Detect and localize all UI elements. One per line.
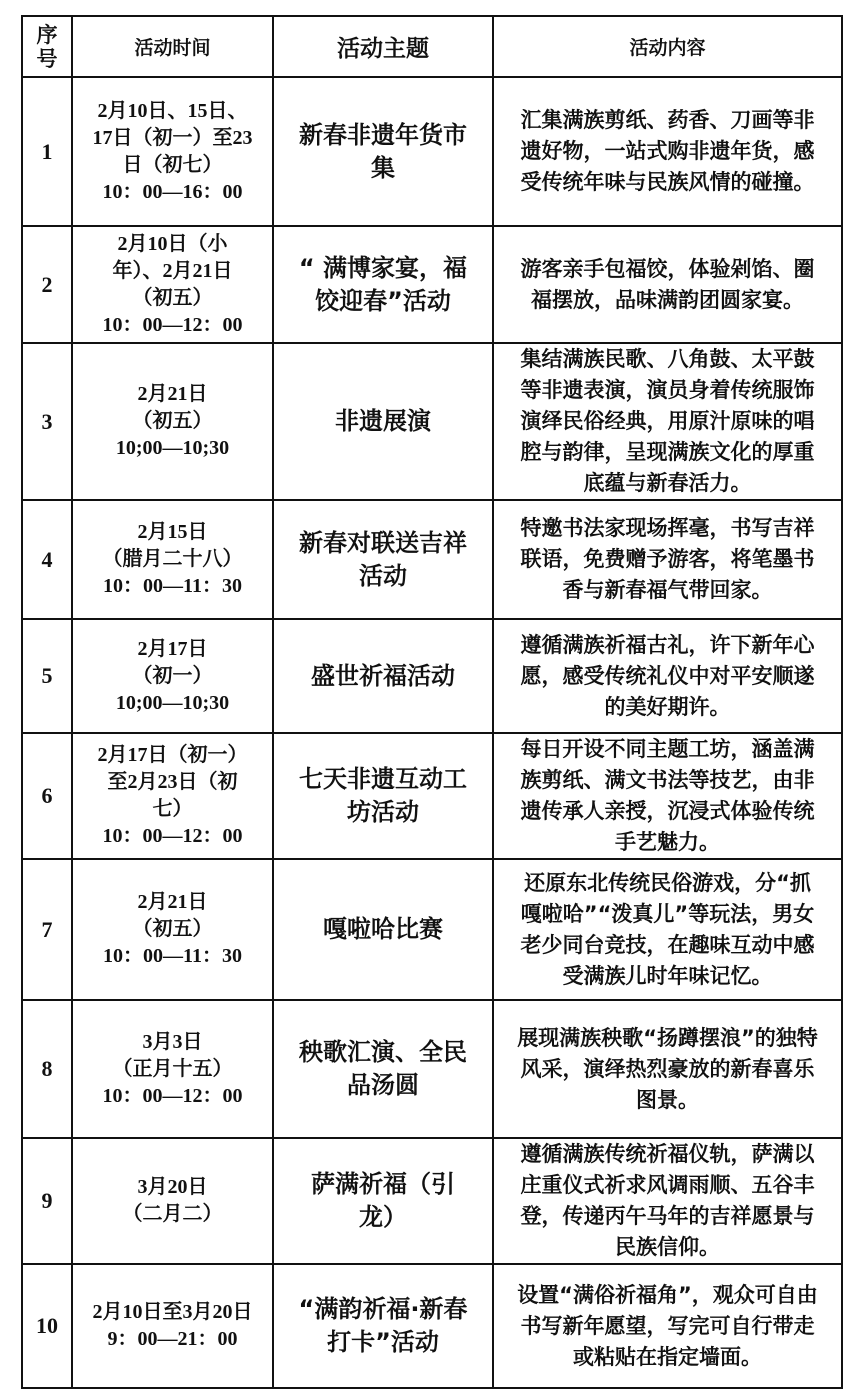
activity-time-line: 日（初七） — [122, 153, 223, 176]
activity-content-line: 遗好物，一站式购非遗年货，感 — [520, 139, 815, 163]
activity-content-line: 图景。 — [636, 1087, 699, 1112]
header-content: 活动内容 — [493, 16, 842, 77]
activity-time — [72, 733, 273, 859]
activity-content — [493, 619, 842, 733]
activity-content-line: 的美好期许。 — [604, 694, 731, 719]
activity-content-line: 受传统年味与民族风情的碰撞。 — [520, 170, 815, 194]
activity-content-line: 等非遗表演，演员身着传统服饰 — [520, 378, 815, 402]
header-theme: 活动主题 — [273, 16, 493, 77]
activity-theme-line: “ 满博家宴，福 — [298, 253, 468, 282]
activity-content — [493, 1000, 842, 1138]
activity-content-line: 腔与韵律，呈现满族文化的厚重 — [520, 440, 815, 464]
activity-content — [493, 77, 842, 226]
activity-schedule-table — [21, 15, 843, 1389]
activity-theme — [273, 1264, 493, 1388]
activity-content-line: 联语，免费赠予游客，将笔墨书 — [520, 547, 815, 571]
row-index: 10 — [22, 1264, 72, 1388]
activity-theme-line: 秧歌汇演、全民 — [299, 1038, 467, 1066]
table-row — [22, 1000, 842, 1138]
table-row — [22, 500, 842, 619]
activity-theme-line: 七天非遗互动工 — [299, 765, 467, 793]
activity-time — [72, 343, 273, 500]
activity-theme — [273, 343, 493, 500]
activity-time-line: 10：00—11：30 — [103, 575, 242, 597]
activity-time-line: （初一） — [132, 664, 213, 687]
activity-content-line: 或粘贴在指定墙面。 — [573, 1344, 762, 1369]
activity-content-line: 遵循满族传统祈福仪轨，萨满以 — [520, 1142, 815, 1166]
row-index: 1 — [22, 77, 72, 226]
activity-content-line: 受满族儿时年味记忆。 — [562, 963, 773, 988]
activity-time-line: 2月17日 — [137, 637, 208, 660]
activity-theme-line: “满韵祈福·新春 — [298, 1295, 468, 1323]
activity-time-line: 10：00—12：00 — [102, 313, 243, 336]
activity-time-line: （二月二） — [122, 1203, 223, 1225]
activity-content-line: 登，传递丙午马年的吉祥愿景与 — [520, 1204, 815, 1228]
activity-content-line: 风采，演绎热烈豪放的新春喜乐 — [520, 1056, 815, 1081]
activity-time-line: 10;00—10;30 — [115, 437, 230, 459]
activity-time — [72, 226, 273, 343]
activity-time-line: 17日（初一）至23 — [92, 126, 253, 149]
activity-theme-line: 龙） — [359, 1203, 407, 1231]
activity-time-line: 3月20日 — [137, 1176, 208, 1198]
activity-time-line: 10;00—10;30 — [115, 691, 230, 714]
activity-content-line: 特邀书法家现场挥毫，书写吉祥 — [520, 516, 815, 540]
activity-content — [493, 226, 842, 343]
row-index: 8 — [22, 1000, 72, 1138]
activity-content-line: 遵循满族祈福古礼，许下新年心 — [520, 632, 815, 657]
table-row — [22, 619, 842, 733]
activity-content — [493, 1138, 842, 1264]
table-header-row — [22, 16, 842, 77]
activity-content-line: 每日开设不同主题工坊，涵盖满 — [520, 737, 815, 761]
activity-theme — [273, 1000, 493, 1138]
activity-time-line: 10：00—11：30 — [103, 945, 242, 967]
activity-time-line: 2月10日（小 — [117, 232, 228, 255]
row-index: 3 — [22, 343, 72, 500]
activity-content-line: 书写新年愿望，写完可自行带走 — [520, 1313, 815, 1338]
table-row — [22, 1264, 842, 1388]
activity-time-line: （初五） — [132, 286, 213, 309]
row-index: 6 — [22, 733, 72, 859]
activity-theme-line: 盛世祈福活动 — [311, 661, 455, 690]
header-index: 序 号 — [22, 16, 72, 77]
activity-content-line: 设置“满俗祈福角”，观众可自由 — [517, 1282, 818, 1307]
activity-theme-line: 新春对联送吉祥 — [299, 528, 467, 557]
activity-time-line: 2月17日（初一） — [97, 744, 248, 766]
activity-theme-line: 品汤圆 — [347, 1071, 419, 1099]
table-row — [22, 733, 842, 859]
table-body — [22, 77, 842, 1388]
activity-content-line: 底蕴与新春活力。 — [583, 471, 752, 495]
table-row — [22, 859, 842, 1000]
activity-theme-line: 萨满祈福（引 — [311, 1170, 455, 1198]
table-row — [22, 1138, 842, 1264]
activity-content-line: 还原东北传统民俗游戏，分“抓 — [524, 870, 811, 895]
activity-theme-line: 活动 — [359, 561, 407, 590]
header-time: 活动时间 — [72, 16, 273, 77]
activity-content-line: 汇集满族剪纸、药香、刀画等非 — [520, 108, 815, 132]
activity-content — [493, 343, 842, 500]
activity-time-line: 2月21日 — [137, 383, 208, 405]
row-index: 5 — [22, 619, 72, 733]
activity-content — [493, 733, 842, 859]
activity-time-line: 10：00—16：00 — [102, 180, 243, 203]
activity-theme-line: 饺迎春”活动 — [315, 286, 451, 315]
activity-time-line: 2月10日至3月20日 — [92, 1301, 253, 1323]
activity-time — [72, 77, 273, 226]
activity-time-line: 年）、2月21日 — [112, 259, 233, 282]
activity-content-line: 香与新春福气带回家。 — [562, 578, 773, 602]
activity-theme — [273, 733, 493, 859]
activity-content-line: 族剪纸、满文书法等技艺，由非 — [520, 768, 815, 792]
activity-time-line: （腊月二十八） — [102, 548, 243, 570]
activity-time — [72, 619, 273, 733]
activity-time — [72, 1000, 273, 1138]
activity-time-line: 七） — [152, 798, 193, 820]
activity-content-line: 福摆放，品味满韵团圆家宴。 — [531, 287, 804, 312]
activity-theme-line: 嘎啦哈比赛 — [323, 915, 443, 943]
activity-theme-line: 打卡”活动 — [327, 1328, 439, 1356]
activity-content-line: 手艺魅力。 — [615, 830, 720, 854]
activity-content — [493, 1264, 842, 1388]
activity-theme — [273, 226, 493, 343]
activity-theme-line: 非遗展演 — [335, 407, 431, 435]
activity-time-line: 3月3日 — [142, 1030, 203, 1053]
activity-time — [72, 1264, 273, 1388]
activity-content-line: 遗传承人亲授，沉浸式体验传统 — [520, 799, 815, 823]
activity-theme — [273, 619, 493, 733]
table-row — [22, 226, 842, 343]
row-index: 2 — [22, 226, 72, 343]
row-index: 4 — [22, 500, 72, 619]
row-index: 7 — [22, 859, 72, 1000]
activity-content-line: 老少同台竞技，在趣味互动中感 — [520, 932, 815, 957]
activity-time-line: 10：00—12：00 — [102, 1084, 243, 1107]
activity-theme — [273, 859, 493, 1000]
activity-theme — [273, 500, 493, 619]
activity-content-line: 集结满族民歌、八角鼓、太平鼓 — [520, 347, 815, 371]
activity-theme-line: 坊活动 — [347, 798, 419, 826]
activity-time-line: 10：00—12：00 — [102, 825, 243, 847]
activity-theme — [273, 77, 493, 226]
activity-time-line: 2月10日、15日、 — [97, 99, 248, 122]
activity-time — [72, 859, 273, 1000]
activity-content-line: 庄重仪式祈求风调雨顺、五谷丰 — [520, 1173, 815, 1197]
activity-time-line: 至2月23日（初 — [107, 771, 238, 793]
activity-time — [72, 500, 273, 619]
activity-time — [72, 1138, 273, 1264]
activity-theme-line: 新春非遗年货市 — [299, 120, 467, 149]
activity-time-line: （正月十五） — [112, 1057, 233, 1080]
activity-content — [493, 859, 842, 1000]
table-row — [22, 77, 842, 226]
activity-time-line: 2月15日 — [137, 521, 208, 543]
activity-content-line: 愿，感受传统礼仪中对平安顺遂 — [520, 663, 815, 688]
row-index: 9 — [22, 1138, 72, 1264]
activity-content-line: 演绎民俗经典，用原汁原味的唱 — [520, 409, 815, 433]
activity-content — [493, 500, 842, 619]
activity-time-line: （初五） — [132, 410, 213, 432]
activity-time-line: 2月21日 — [137, 891, 208, 913]
activity-content-line: 民族信仰。 — [615, 1235, 720, 1259]
activity-content-line: 展现满族秧歌“扬蹲摆浪”的独特 — [517, 1025, 818, 1050]
activity-content-line: 游客亲手包福饺，体验剁馅、圈 — [520, 256, 815, 281]
activity-content-line: 嘎啦哈”“泼真儿”等玩法，男女 — [520, 901, 815, 926]
table-row — [22, 343, 842, 500]
activity-time-line: 9：00—21：00 — [107, 1328, 238, 1350]
activity-time-line: （初五） — [132, 918, 213, 940]
activity-theme-line: 集 — [371, 153, 395, 182]
activity-theme — [273, 1138, 493, 1264]
